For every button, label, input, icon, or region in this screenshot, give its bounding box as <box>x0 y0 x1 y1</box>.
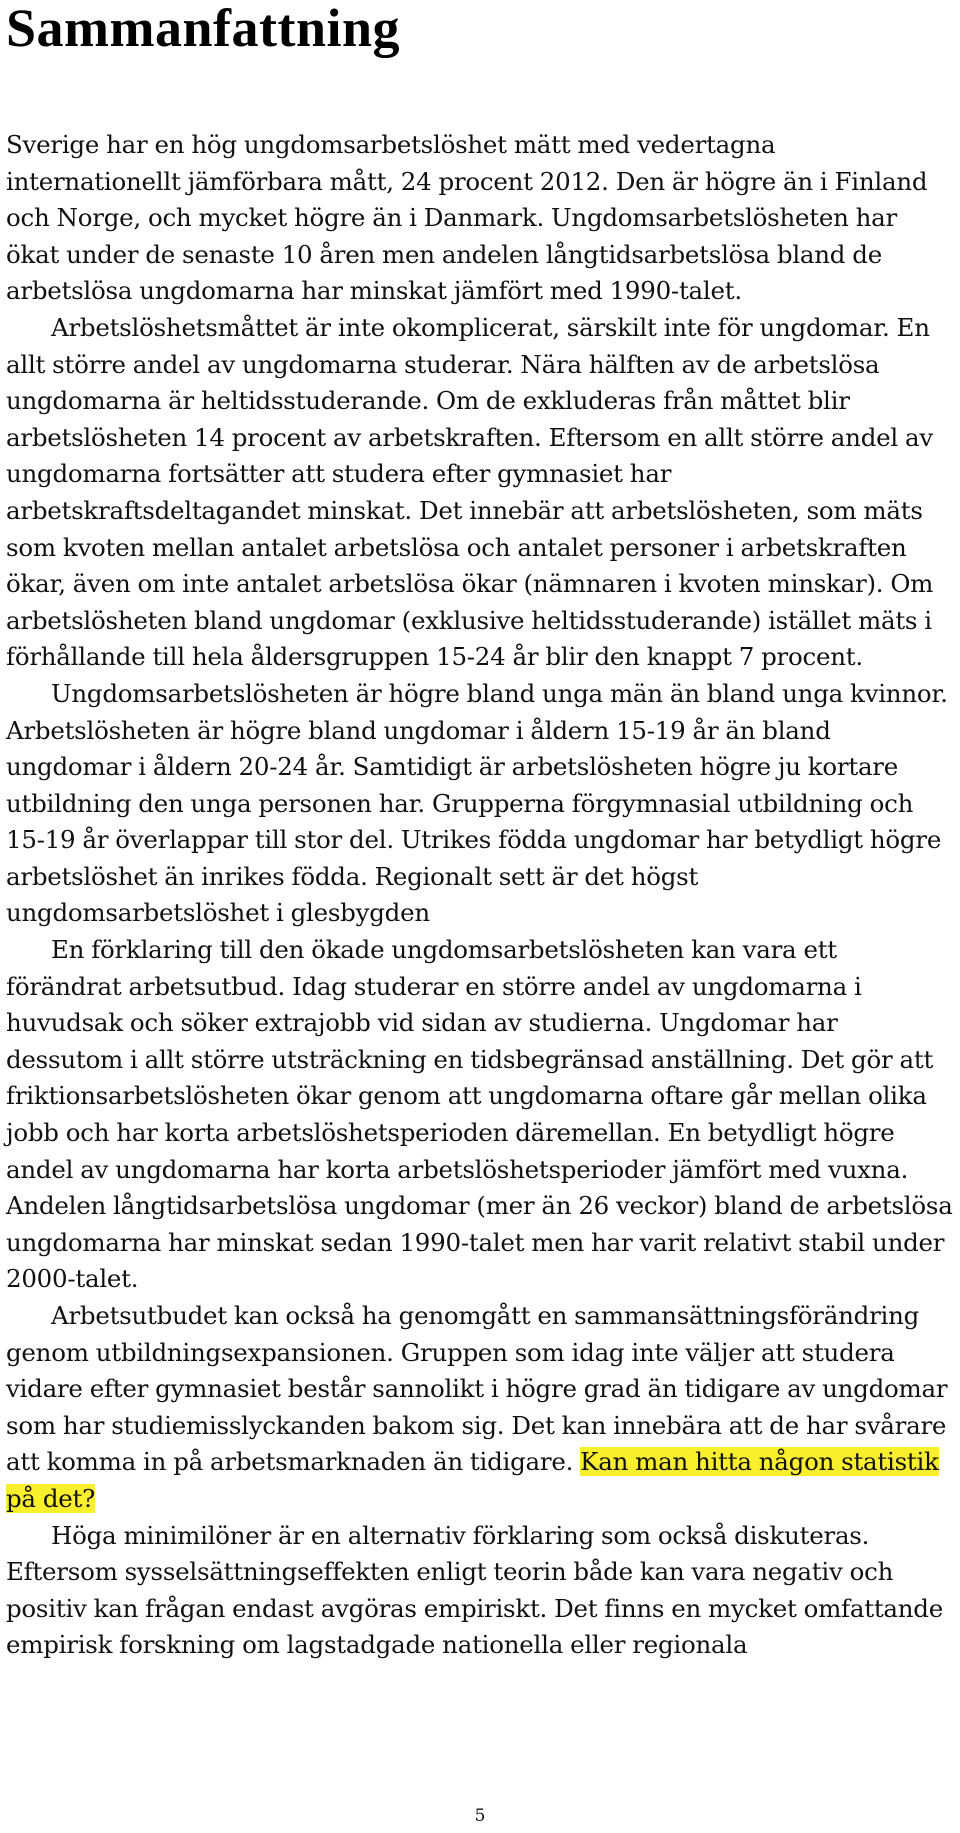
paragraph-6 <box>6 1518 954 1664</box>
paragraph-3-text: Ungdomsarbetslösheten är högre bland unga män än bland unga kvinnor. Arbetslösheten är högre bland ungdomar i åldern 15-19 år än bland ungdomar i åldern 20-24 år. Samtidigt är arbetslösheten högre ju kortare utbildning den unga personen har. Grupperna förgymnasial utbildning och 15-19 år överlappar till stor del. Utrikes födda ungdomar har betydligt högre arbetslöshet än inrikes födda. Regionalt sett är det högst ungdomsarbetslöshet i glesbygden <box>6 678 948 928</box>
highlighted-comment: Kan man hitta någon statistik på det? <box>6 1447 939 1513</box>
paragraph-1 <box>6 127 954 310</box>
paragraph-4 <box>6 932 954 1298</box>
page-number: 5 <box>474 1806 486 1826</box>
page-title: Sammanfattning <box>6 0 401 58</box>
paragraph-5 <box>6 1298 954 1518</box>
paragraph-4-text: En förklaring till den ökade ungdomsarbetslösheten kan vara ett förändrat arbetsutbud. Idag studerar en större andel av ungdomarna i huvudsak och söker extrajobb vid sidan av studierna. Ungdomar har dessutom i allt större utsträckning en tidsbegränsad anställning. Det gör att friktionsarbetslösheten ökar genom att ungdomarna oftare går mellan olika jobb och har korta arbetslöshetsperioden däremellan. En betydligt högre andel av ungdomarna har korta arbetslöshetsperioder jämfört med vuxna. Andelen långtidsarbetslösa ungdomar (mer än 26 veckor) bland de arbetslösa ungdomarna har minskat sedan 1990-talet men har varit relativt stabil under 2000-talet. <box>6 935 953 1294</box>
paragraph-3 <box>6 676 954 932</box>
body-text <box>6 127 954 1664</box>
paragraph-2 <box>6 310 954 676</box>
paragraph-6-text: Höga minimilöner är en alternativ förklaring som också diskuteras. Eftersom sysselsättningseffekten enligt teorin både kan vara negativ och positiv kan frågan endast avgöras empiriskt. Det finns en mycket omfattande empirisk forskning om lagstadgade nationella eller regionala <box>6 1520 943 1660</box>
paragraph-5-text: Arbetsutbudet kan också ha genomgått en sammansättningsförändring genom utbildningsexpansionen. Gruppen som idag inte väljer att studera vidare efter gymnasiet består sannolikt i högre grad än tidigare av ungdomar som har studiemisslyckanden bakom sig. Det kan innebära att de har svårare att komma in på arbetsmarknaden än tidigare. <box>6 1301 948 1477</box>
document-page <box>6 0 954 1664</box>
paragraph-2-text: Arbetslöshetsmåttet är inte okomplicerat, särskilt inte för ungdomar. En allt större andel av ungdomarna studerar. Nära hälften av de arbetslösa ungdomarna är heltidsstuderande. Om de exkluderas från måttet blir arbetslösheten 14 procent av arbetskraften. Eftersom en allt större andel av ungdomarna fortsätter att studera efter gymnasiet har arbetskraftsdeltagandet minskat. Det innebär att arbetslösheten, som mäts som kvoten mellan antalet arbetslösa och antalet personer i arbetskraften ökar, även om inte antalet arbetslösa ökar (nämnaren i kvoten minskar). Om arbetslösheten bland ungdomar (exklusive heltidsstuderande) istället mäts i förhållande till hela åldersgruppen 15-24 år blir den knappt 7 procent. <box>6 312 934 672</box>
paragraph-1-text: Sverige har en hög ungdomsarbetslöshet mätt med vedertagna internationellt jämförbara mått, 24 procent 2012. Den är högre än i Finland och Norge, och mycket högre än i Danmark. Ungdomsarbetslösheten har ökat under de senaste 10 åren men andelen långtidsarbetslösa bland de arbetslösa ungdomarna har minskat jämfört med 1990-talet. <box>6 130 928 306</box>
